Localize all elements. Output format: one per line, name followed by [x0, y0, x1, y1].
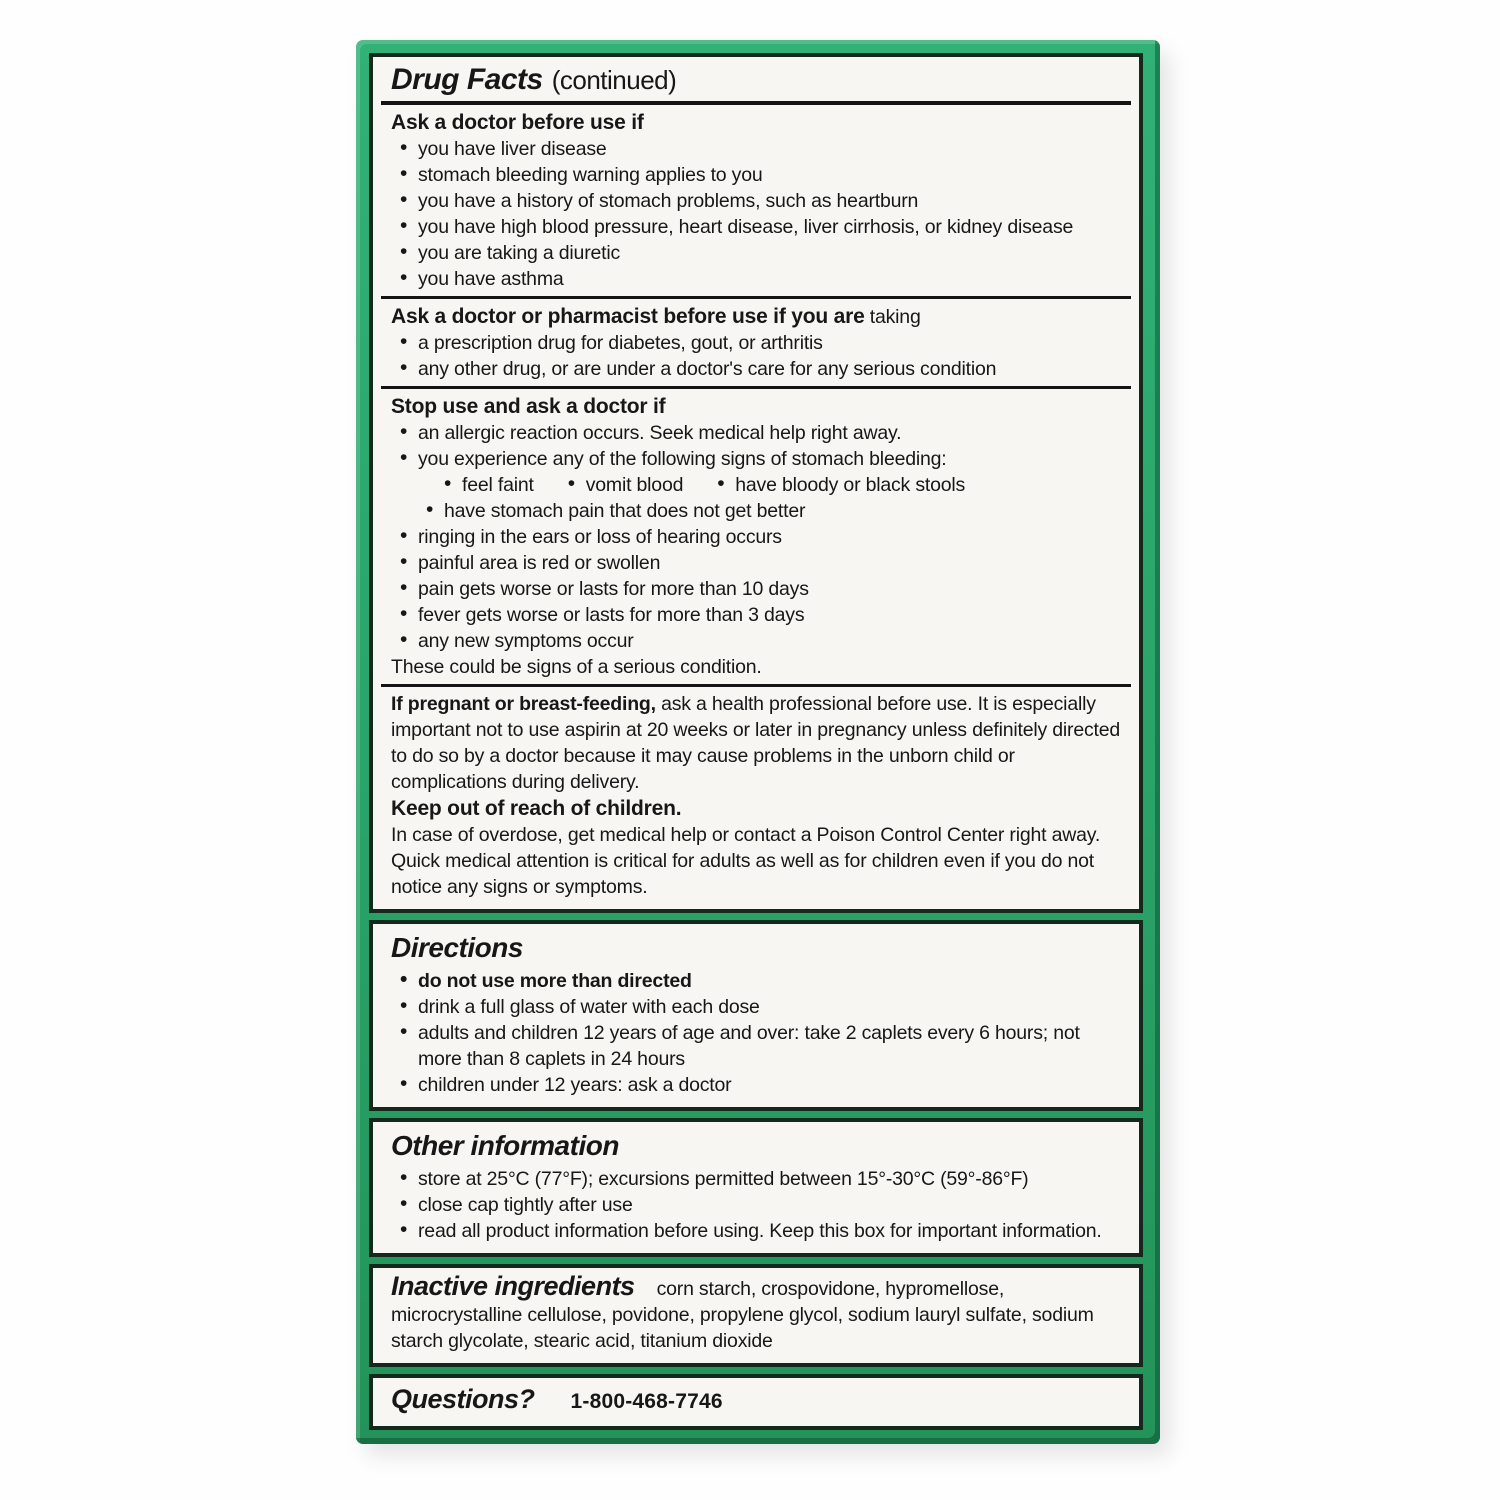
list-item: • do not use more than directed: [391, 968, 1123, 994]
pregnancy-body: ask a health professional before use. It is especially important not to use aspirin at 20 weeks or later in pregnancy unless definitely directed to do so by a doctor because it may cause problems in the unborn child or complications during delivery.: [391, 693, 1121, 793]
directions-section: [369, 920, 1143, 1111]
drug-facts-title: Drug Facts: [391, 63, 543, 96]
divider: [381, 296, 1131, 299]
list-item: • you experience any of the following signs of stomach bleeding:: [391, 446, 1123, 472]
list-item: • read all product information before using. Keep this box for important information.: [391, 1218, 1123, 1244]
list-item: • any new symptoms occur: [391, 628, 1123, 654]
list-item: • you have high blood pressure, heart disease, liver cirrhosis, or kidney disease: [391, 214, 1123, 240]
inactive-ingredients-body: corn starch, crospovidone, hypromellose, microcrystalline cellulose, povidone, propylene glycol, sodium lauryl sulfate, sodium starch glycolate, stearic acid, titanium dioxide: [391, 1278, 1094, 1352]
list-item: • pain gets worse or lasts for more than 10 days: [391, 576, 1123, 602]
divider: [381, 386, 1131, 389]
other-information-heading: Other information: [391, 1130, 619, 1161]
list-item: • store at 25°C (77°F); excursions permitted between 15°-30°C (59°-86°F): [391, 1166, 1123, 1192]
other-information-section: [369, 1118, 1143, 1257]
ask-pharmacist-heading-rest: taking: [864, 306, 921, 328]
list-item: • ringing in the ears or loss of hearing occurs: [391, 524, 1123, 550]
ask-pharmacist-heading-bold: Ask a doctor or pharmacist before use if you are: [391, 305, 865, 328]
stomach-bleeding-signs-row: [391, 472, 1123, 498]
list-item: • a prescription drug for diabetes, gout, or arthritis: [391, 330, 1123, 356]
directions-heading: Directions: [391, 932, 523, 963]
questions-phone-number: 1-800-468-7746: [570, 1390, 723, 1413]
list-item: • have bloody or black stools: [717, 472, 965, 498]
list-item: • drink a full glass of water with each dose: [391, 994, 1123, 1020]
list-item: • stomach bleeding warning applies to you: [391, 162, 1123, 188]
questions-row: [391, 1383, 1123, 1417]
list-item: • fever gets worse or lasts for more than 3 days: [391, 602, 1123, 628]
drug-facts-continued: (continued): [551, 65, 677, 95]
list-item: • vomit blood: [568, 472, 684, 498]
list-item: • you have a history of stomach problems, such as heartburn: [391, 188, 1123, 214]
divider: [381, 684, 1131, 687]
ask-doctor-heading: Ask a doctor before use if: [391, 111, 644, 134]
list-item: • children under 12 years: ask a doctor: [391, 1072, 1123, 1098]
warnings-section: [369, 53, 1143, 913]
inactive-ingredients-paragraph: [391, 1273, 1123, 1354]
list-item: • you are taking a diuretic: [391, 240, 1123, 266]
list-item: • painful area is red or swollen: [391, 550, 1123, 576]
list-item: • adults and children 12 years of age and over: take 2 caplets every 6 hours; not more than 8 caplets in 24 hours: [391, 1020, 1123, 1072]
list-item: • have stomach pain that does not get better: [391, 498, 1123, 524]
divider: [381, 101, 1131, 105]
list-item: • feel faint: [444, 472, 534, 498]
pregnancy-lead: If pregnant or breast-feeding,: [391, 693, 656, 715]
list-item: • you have asthma: [391, 266, 1123, 292]
stop-use-heading: Stop use and ask a doctor if: [391, 395, 666, 418]
inactive-ingredients-heading: Inactive ingredients: [391, 1271, 635, 1301]
questions-section: [369, 1374, 1143, 1430]
list-item: • any other drug, or are under a doctor's care for any serious condition: [391, 356, 1123, 382]
list-item: • close cap tightly after use: [391, 1192, 1123, 1218]
questions-heading: Questions?: [391, 1384, 535, 1414]
keep-out-of-reach-text: Keep out of reach of children.: [391, 797, 682, 820]
drug-facts-header: [391, 62, 1123, 98]
pregnancy-paragraph: [391, 691, 1123, 795]
list-item: • an allergic reaction occurs. Seek medical help right away.: [391, 420, 1123, 446]
ask-pharmacist-heading: [391, 303, 1123, 330]
drug-facts-package-panel: [356, 40, 1160, 1444]
list-item: • you have liver disease: [391, 136, 1123, 162]
overdose-paragraph: In case of overdose, get medical help or contact a Poison Control Center right away. Quick medical attention is critical for adults as well as for children even if you do not notice any signs or symptoms.: [391, 824, 1101, 898]
stop-use-footer: These could be signs of a serious condition.: [391, 656, 762, 678]
inactive-ingredients-section: [369, 1264, 1143, 1367]
